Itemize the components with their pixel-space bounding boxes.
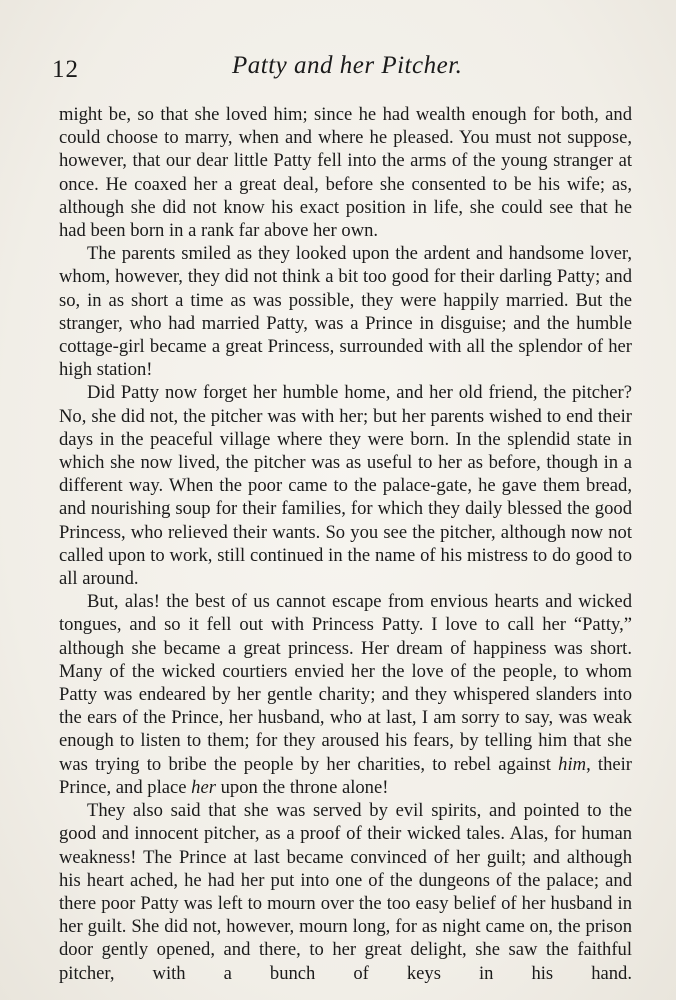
paragraph	[59, 590, 632, 799]
italic-emphasis: her	[191, 776, 216, 798]
paragraph	[59, 381, 632, 590]
text-segment: But, alas! the best of us cannot escape from envious hearts and wicked tongues, and so it fell out with Princess Patty. I love to call her “Patty,” although she became a great princess. Her dream of happiness was short. Many of the wicked courtiers envied her the love of the people, to whom Patty was endeared by her gentle charity; and they whispered slanders into the ears of the Prince, her husband, who at last, I am sorry to say, was weak enough to listen to them; for they aroused his fears, by telling him that she was trying to bribe the people by her charities, to rebel against	[59, 591, 632, 775]
text-segment: They also said that she was served by evil spirits, and pointed to the good and innocent pitcher, as a proof of their wicked tales. Alas, for human weakness! The Prince at last became convinced of her guilt; and although his heart ached, he had her put into one of the dungeons of the palace; and there poor Patty was left to mourn over the too easy belief of her husband in her guilt. She did not, however, mourn long, for as night came on, the prison door gently opened, and there, to her great delight, she saw the faithful pitcher, with a bunch of keys in his hand.	[59, 800, 632, 984]
text-segment: upon the throne alone!	[215, 776, 389, 798]
text-segment: Did Patty now forget her humble home, and her old friend, the pitcher? No, she did not, the pitcher was with her; but her parents wished to end their days in the peaceful village where they were born. In the splendid state in which she now lived, the pitcher was as useful to her as before, though in a different way. When the poor came to the palace-gate, he gave them bread, and nourishing soup for their families, for which they daily blessed the good Princess, who relieved their wants. So you see the pitcher, although now not called upon to work, still continued in the name of his mistress to do good to all around.	[59, 382, 632, 590]
italic-emphasis: him	[558, 753, 587, 775]
body-text	[59, 103, 632, 985]
text-segment: , their Prince, and place	[59, 753, 633, 798]
page-number: 12	[52, 56, 79, 83]
paragraph	[59, 103, 632, 242]
paragraph	[59, 242, 632, 381]
text-segment: might be, so that she loved him; since he had wealth enough for both, and could choose to marry, when and where he pleased. You must not suppose, however, that our dear little Patty fell into the arms of the young stranger at once. He coaxed her a great deal, before she consented to be his wife; as, although she did not know his exact position in life, she could see that he had been born in a rank far above her own.	[59, 104, 632, 242]
paragraph	[59, 799, 632, 985]
page-header	[52, 52, 632, 86]
running-title: Patty and her Pitcher.	[232, 52, 463, 79]
text-segment: The parents smiled as they looked upon the ardent and handsome lover, whom, however, they did not think a bit too good for their darling Patty; and so, in as short a time as was possible, they were happily married. But the stranger, who had married Patty, was a Prince in disguise; and the humble cottage-girl became a great Princess, surrounded with all the splendor of her high station!	[59, 243, 632, 381]
